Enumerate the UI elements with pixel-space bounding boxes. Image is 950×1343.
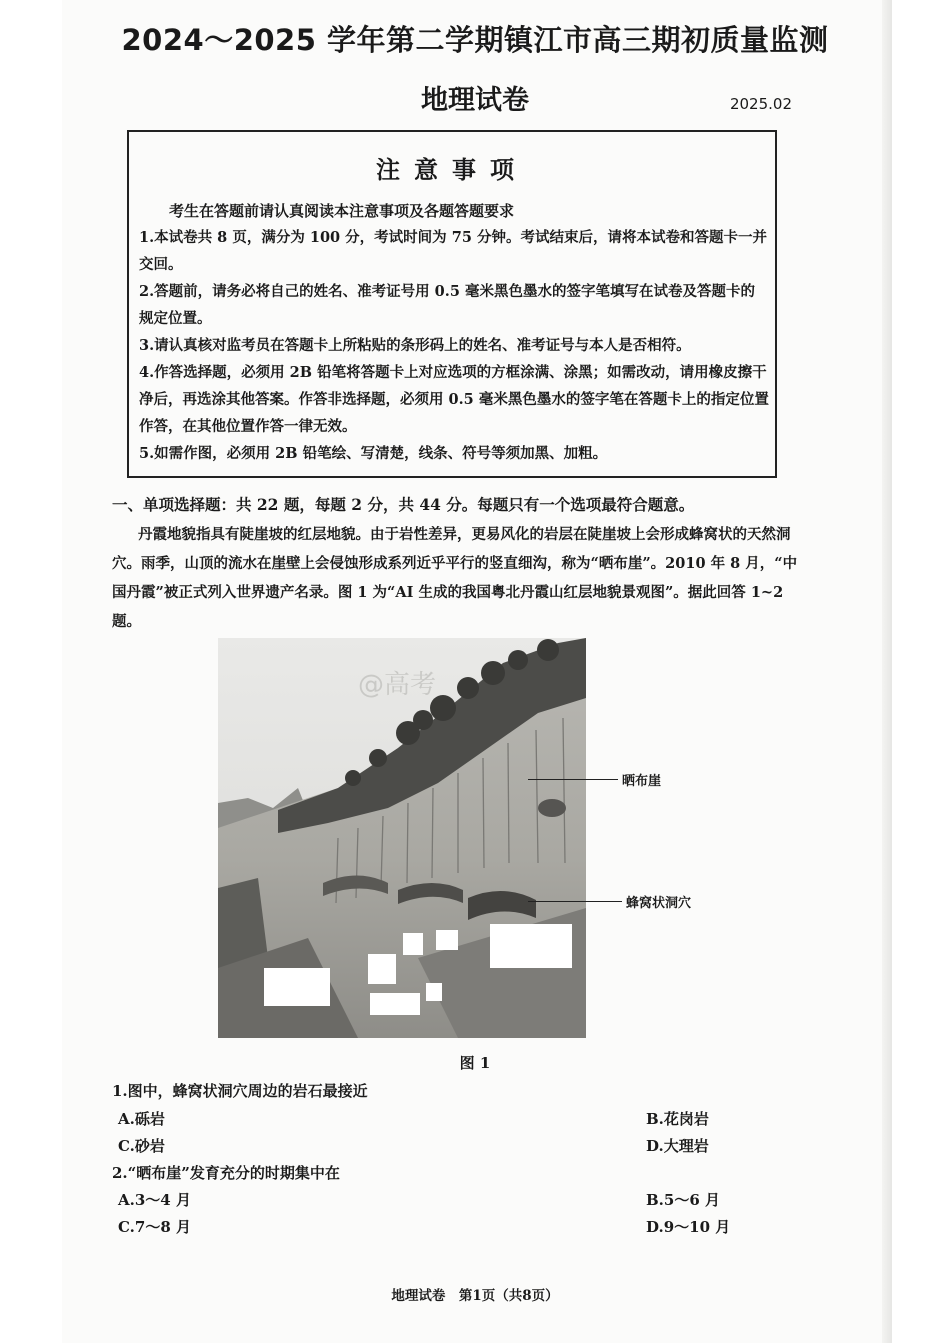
label-honeycomb-caves: 蜂窝状洞穴 [626, 896, 692, 911]
page-edge [882, 0, 892, 1343]
exam-subject: 地理试卷 [421, 85, 529, 116]
question-1-option-a[interactable]: A.砾岩 [118, 1110, 165, 1128]
watermark-text: @高考 [358, 670, 437, 700]
notice-item: 1.本试卷共 8 页，满分为 100 分，考试时间为 75 分钟。考试结束后，请将本试卷和答题卡一并交回。 [139, 229, 767, 273]
question-2-option-a[interactable]: A.3～4 月 [118, 1191, 191, 1209]
question-1-option-c[interactable]: C.砂岩 [118, 1137, 165, 1155]
label-shaibu-cliff: 晒布崖 [622, 774, 662, 789]
question-2-option-d[interactable]: D.9～10 月 [646, 1218, 731, 1236]
exam-date: 2025.02 [729, 95, 792, 113]
notice-box [127, 130, 777, 478]
notice-title: 注意事项 [376, 155, 528, 184]
notice-item: 3.请认真核对监考员在答题卡上所粘贴的条形码上的姓名、准考证号与本人是否相符。 [139, 337, 691, 354]
callout-line-top [528, 779, 618, 780]
question-2-option-c[interactable]: C.7～8 月 [118, 1218, 191, 1236]
notice-intro: 考生在答题前请认真阅读本注意事项及各题答题要求 [169, 202, 515, 220]
notice-item: 2.答题前，请务必将自己的姓名、准考证号用 0.5 毫米黑色墨水的签字笔填写在试卷及答题卡的规定位置。 [139, 283, 755, 327]
notice-list [139, 224, 769, 467]
question-2-stem: 2.“晒布崖”发育充分的时期集中在 [112, 1164, 340, 1182]
section-heading: 一、单项选择题：共 22 题，每题 2 分，共 44 分。每题只有一个选项最符合题意。 [112, 495, 695, 514]
landscape-illustration [218, 638, 586, 1038]
callout-line-bottom [528, 901, 622, 902]
exam-title: 2024～2025 学年第二学期镇江市高三期初质量监测 [121, 23, 829, 57]
question-1-option-b[interactable]: B.花岗岩 [646, 1110, 709, 1128]
question-2-option-b[interactable]: B.5～6 月 [646, 1191, 720, 1209]
page-footer: 地理试卷 第1页（共8页） [391, 1288, 559, 1304]
passage-text: 丹霞地貌指具有陡崖坡的红层地貌。由于岩性差异，更易风化的岩层在陡崖坡上会形成蜂窝状的天然洞穴。雨季，山顶的流水在崖壁上会侵蚀形成系列近乎平行的竖直细沟，称为“晒布崖”。2010 年 8 月，“中国丹霞”被正式列入世界遗产名录。图 1 为“AI 生成的我国粤北丹霞山红层地貌景观图”。据此回答 1~2 题。 [112, 526, 798, 630]
notice-item: 4.作答选择题，必须用 2B 铅笔将答题卡上对应选项的方框涂满、涂黑；如需改动，请用橡皮擦干净后，再选涂其他答案。作答非选择题，必须用 0.5 毫米黑色墨水的签字笔在答题卡上的指定位置作答，在其他位置作答一律无效。 [139, 364, 769, 435]
figure-caption: 图 1 [459, 1054, 491, 1072]
notice-item: 5.如需作图，必须用 2B 铅笔绘、写清楚，线条、符号等须加黑、加粗。 [139, 445, 608, 462]
question-1-option-d[interactable]: D.大理岩 [646, 1137, 709, 1155]
danxia-landscape-photo [218, 638, 586, 1038]
question-1-stem: 1.图中，蜂窝状洞穴周边的岩石最接近 [112, 1082, 368, 1100]
